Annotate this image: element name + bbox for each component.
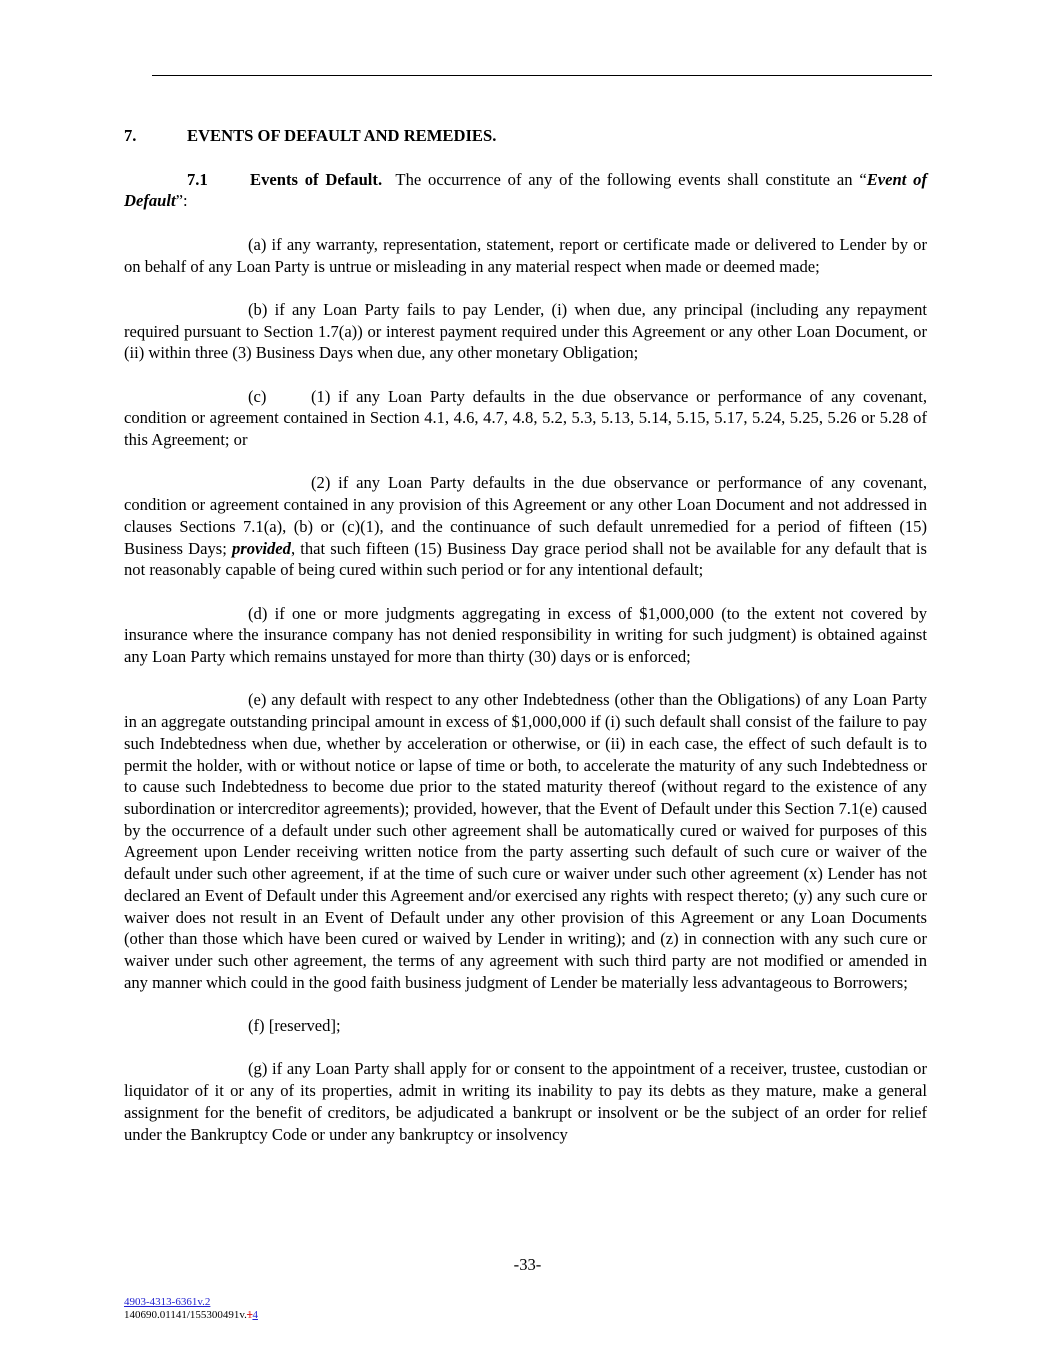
clause-c2-text-end: , that such fifteen (15) Business Day grace period shall not be available for any default that is not reasonably capable of being cured within such period or for any intentional default; <box>124 538 927 580</box>
subsection-intro: The occurrence of any of the following events shall constitute an “ <box>382 169 867 189</box>
clause-c-label: (c) <box>248 386 267 406</box>
clause-c2-text: (2) if any Loan Party defaults in the due observance or performance of any covenant, condition or agreement contained in any provision of this Agreement or any other Loan Document and not addressed in clauses Sections 7.1(a), (b) or (c)(1), and the continuance of such default unremedied for a period of fifteen (15) Business Days; <box>124 473 927 558</box>
clause-g: (g) if any Loan Party shall apply for or consent to the appointment of a receiver, trustee, custodian or liquidator of it or any of its properties, admit in writing its inability to pay its debts as they mature, make a general assignment for the benefit of creditors, be adjudicated a bankrupt or insolvent or be the subject of an order for relief under the Bankruptcy Code or under any bankruptcy or insolvency <box>124 1059 927 1144</box>
page-number: -33- <box>513 1255 542 1274</box>
subsection-title: Events of Default. <box>250 169 383 189</box>
clause-d: (d) if one or more judgments aggregating in excess of $1,000,000 (to the extent not covered by insurance where the insurance company has not denied responsibility in writing for such judgment) is obtained against any Loan Party which remains unstayed for more than thirty (30) days or is enforced; <box>124 603 927 667</box>
clause-f: (f) [reserved]; <box>248 1016 341 1036</box>
deleted-version: 1 <box>246 1309 253 1321</box>
clause-a: (a) if any warranty, representation, statement, report or certificate made or delivered to Lender by or on behalf of any Loan Party is untrue or misleading in any material respect when made or deemed made; <box>124 234 927 276</box>
inserted-version: 4 <box>252 1309 258 1321</box>
provided-term: provided <box>231 538 291 558</box>
section-number: 7. <box>124 126 137 145</box>
clause-c2 <box>124 472 927 581</box>
doc-id-old <box>124 1309 258 1322</box>
clause-c1-text: (1) if any Loan Party defaults in the due observance or performance of any covenant, condition or agreement contained in Section 4.1, 4.6, 4.7, 4.8, 5.2, 5.3, 5.13, 5.14, 5.15, 5.17, 5.24, 5.25, 5.26 or 5.28 of this Agreement; or <box>124 386 927 450</box>
footer <box>124 1296 258 1322</box>
doc-id-prefix: 140690.01141/155300491v. <box>124 1309 247 1321</box>
intro-end: ”: <box>175 191 188 211</box>
header-rule <box>152 75 932 76</box>
section-title: EVENTS OF DEFAULT AND REMEDIES. <box>187 126 497 145</box>
defined-term: Event of Default <box>124 169 927 211</box>
clause-b: (b) if any Loan Party fails to pay Lender, (i) when due, any principal (including any repayment required pursuant to Section 1.7(a)) or interest payment required under this Agreement or any other Loan Document, or (ii) within three (3) Business Days when due, any other monetary Obligation; <box>124 299 927 363</box>
clause-c1 <box>124 386 927 451</box>
clause-e: (e) any default with respect to any other Indebtedness (other than the Obligations) of any Loan Party in an aggregate outstanding principal amount in excess of $1,000,000 if (i) such default shall consist of the failure to pay such Indebtedness when due, whether by acceleration or otherwise, or (ii) in each case, the effect of such default is to permit the holder, with or without notice or lapse of time or both, to accelerate the maturity of any such Indebtedness or to cause such Indebtedness to become due prior to the stated maturity thereof (without regard to the existence of any subordination or intercreditor agreements); provided, however, that the Event of Default under this Section 7.1(e) caused by the occurrence of a default under such other agreement shall be automatically cured or waived for purposes of this Agreement upon Lender receiving written notice from the party asserting such default of such cure or waiver of the default under such other agreement, if at the time of such cure or waiver under such other agreement (x) Lender has not declared an Event of Default under this Agreement and/or exercised any rights with respect thereto; (y) any such cure or waiver does not result in an Event of Default under any other provision of this Agreement or any Loan Documents (other than those which have been cured or waived by Lender in writing); and (z) in connection with any such cure or waiver under such other agreement, the terms of any agreement with such third party are not modified or amended in any manner which could in the good faith business judgment of Lender be materially less advantageous to Borrowers; <box>124 690 927 992</box>
subsection-7-1 <box>124 169 927 212</box>
section-heading <box>124 125 927 147</box>
subsection-number: 7.1 <box>187 169 208 189</box>
document-body <box>124 125 927 1167</box>
doc-id-new: 4903-4313-6361v.2 <box>124 1296 211 1308</box>
